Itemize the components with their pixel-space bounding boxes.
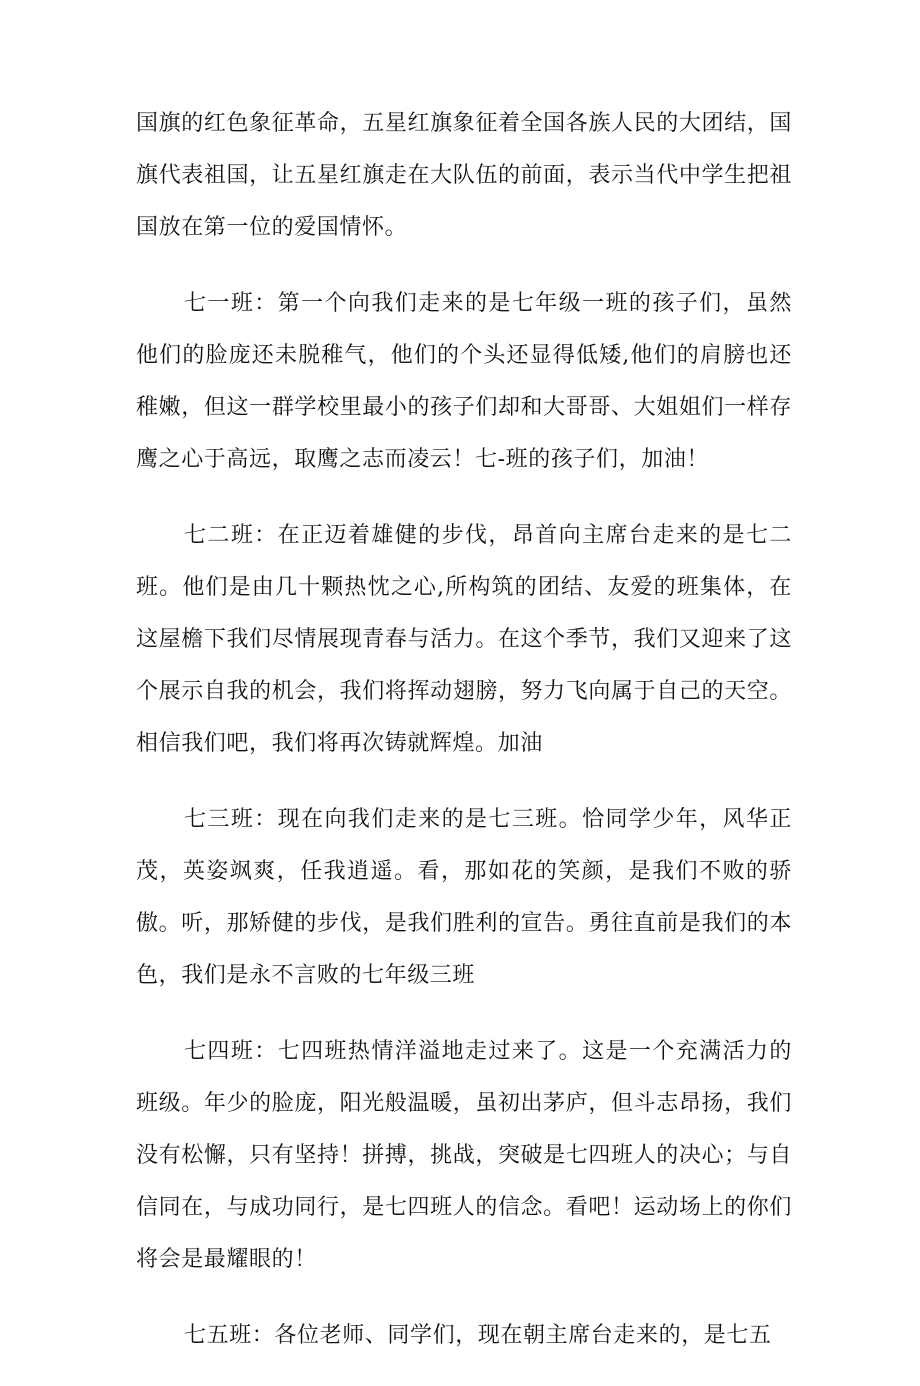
document-body <box>136 98 792 1386</box>
paragraph-class-7-3: 七三班：现在向我们走来的是七三班。恰同学少年，风华正茂，英姿飒爽，任我逍遥。看，那如花的笑颜，是我们不败的骄傲。听，那矫健的步伐，是我们胜利的宣告。勇往直前是我们的本色，我们是永不言败的七年级三班 <box>136 807 792 988</box>
paragraph-class-7-1: 七一班：第一个向我们走来的是七年级一班的孩子们，虽然他们的脸庞还未脱稚气，他们的个头还显得低矮,他们的肩膀也还稚嫩，但这一群学校里最小的孩子们却和大哥哥、大姐姐们一样存鹰之心于高远，取鹰之志而凌云！七-班的孩子们，加油！ <box>136 291 792 472</box>
paragraph-class-7-4: 七四班：七四班热情洋溢地走过来了。这是一个充满活力的班级。年少的脸庞，阳光般温暖，虽初出茅庐，但斗志昂扬，我们没有松懈，只有坚持！拼搏，挑战，突破是七四班人的决心；与自信同在，与成功同行，是七四班人的信念。看吧！运动场上的你们将会是最耀眼的！ <box>136 1039 792 1272</box>
paragraph-class-7-2: 七二班：在正迈着雄健的步伐，昂首向主席台走来的是七二班。他们是由几十颗热忱之心,所构筑的团结、友爱的班集体，在这屋檐下我们尽情展现青春与活力。在这个季节，我们又迎来了这个展示自我的机会，我们将挥动翅膀，努力飞向属于自己的天空。相信我们吧，我们将再次铸就辉煌。加油 <box>136 523 792 756</box>
paragraph-flag-meaning: 国旗的红色象征革命，五星红旗象征着全国各族人民的大团结，国旗代表祖国，让五星红旗走在大队伍的前面，表示当代中学生把祖国放在第一位的爱国情怀。 <box>136 111 792 240</box>
paragraph-class-7-5: 七五班：各位老师、同学们，现在朝主席台走来的，是七五 <box>184 1323 772 1348</box>
